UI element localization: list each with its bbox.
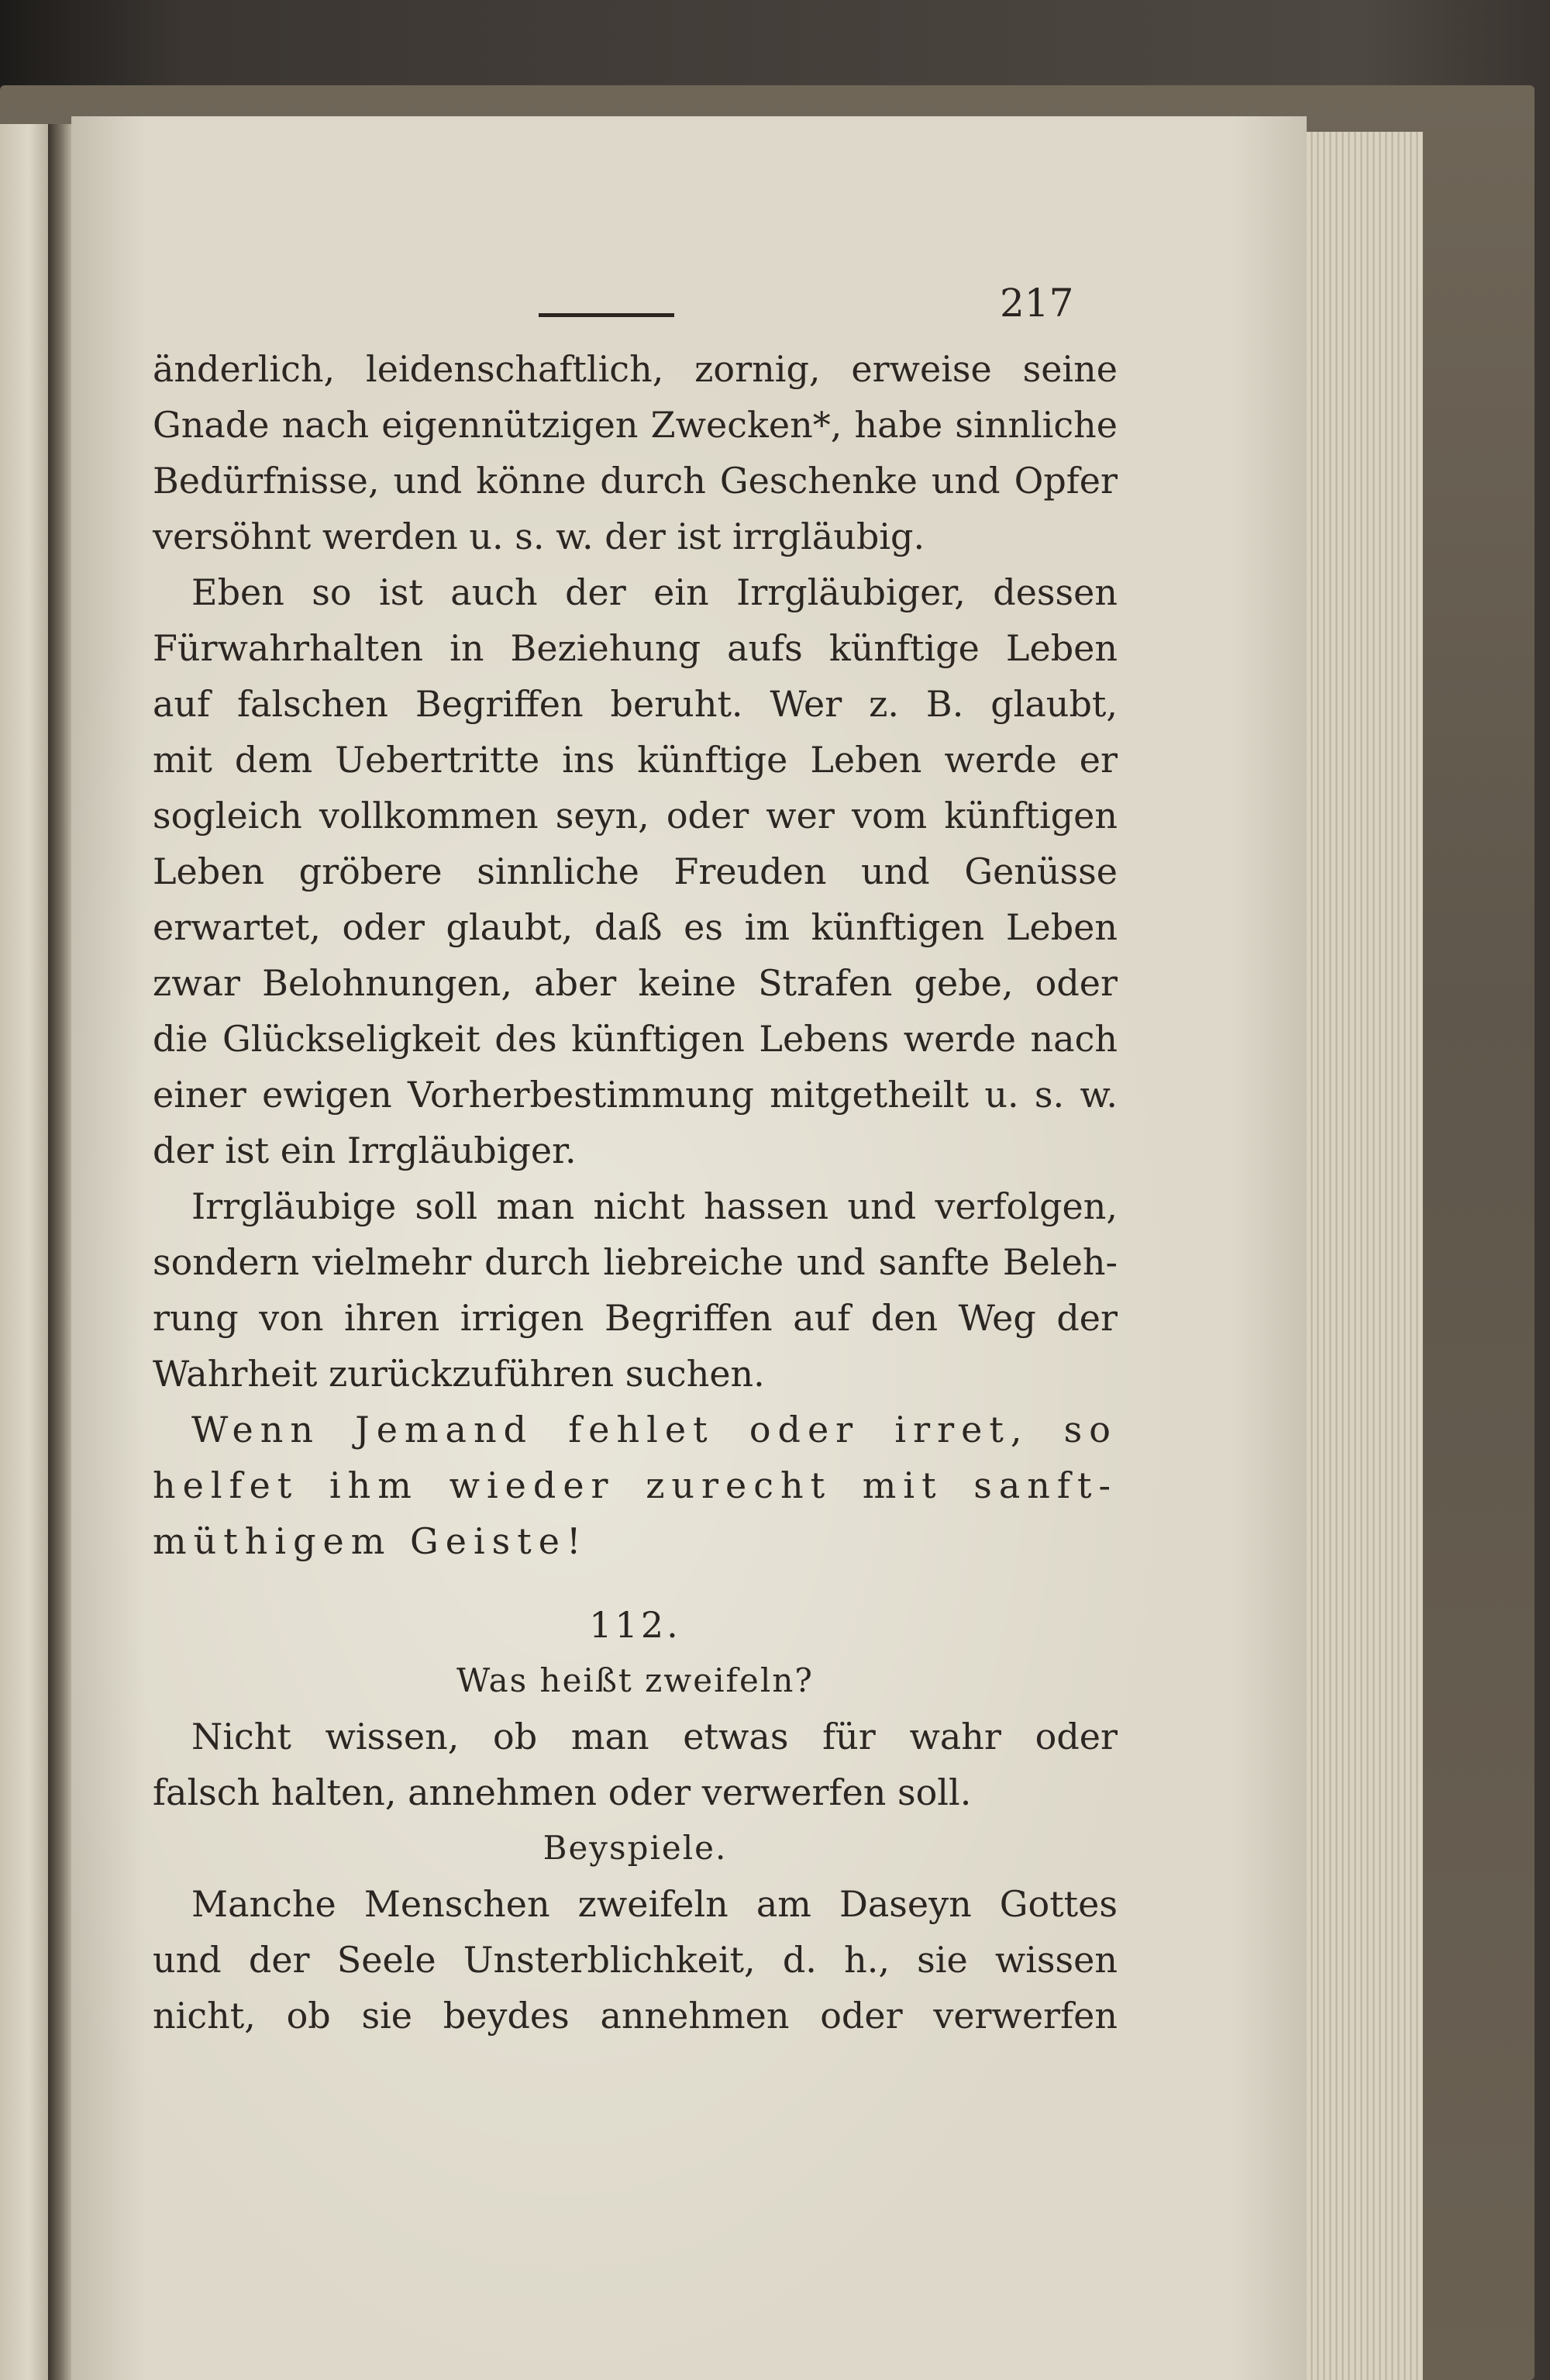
text-line: Gnade nach eigennützigen Zwecken*, habe sinnliche (153, 404, 1118, 446)
section-number: 112. (589, 1604, 681, 1646)
text-line: Irrgläubige soll man nicht hassen und verfolgen, (191, 1185, 1118, 1227)
text-line: sondern vielmehr durch liebreiche und sanfte Beleh- (153, 1241, 1118, 1283)
quote-line: müthigem Geiste! (153, 1520, 588, 1562)
page-block-edges (1307, 132, 1423, 2380)
text-line: Leben gröbere sinnliche Freuden und Genüsse (153, 850, 1118, 892)
text-line: rung von ihren irrigen Begriffen auf den Weg der (153, 1297, 1118, 1339)
text-line: die Glückseligkeit des künftigen Lebens werde nach (153, 1018, 1118, 1060)
text-line: erwartet, oder glaubt, daß es im künftigen Leben (153, 906, 1118, 948)
text-line: nicht, ob sie beydes annehmen oder verwerfen (153, 1995, 1118, 2037)
book-gutter (48, 124, 71, 2380)
text-line: falsch halten, annehmen oder verwerfen soll. (153, 1771, 972, 1813)
examples-heading: Beyspiele. (542, 1829, 728, 1867)
header-rule (539, 313, 674, 317)
text-line: Bedürfnisse, und könne durch Geschenke und Opfer (153, 460, 1118, 502)
text-line: Manche Menschen zweifeln am Daseyn Gottes (191, 1883, 1118, 1925)
text-line: der ist ein Irrgläubiger. (153, 1130, 577, 1171)
text-line: einer ewigen Vorherbestimmung mitgetheilt u. s. w. (153, 1074, 1118, 1116)
quote-line: Wenn Jemand fehlet oder irret, so (191, 1409, 1118, 1450)
text-line: Fürwahrhalten in Beziehung aufs künftige Leben (153, 627, 1118, 669)
text-line: auf falschen Begriffen beruht. Wer z. B. glaubt, (153, 683, 1118, 725)
text-line: versöhnt werden u. s. w. der ist irrgläubig. (153, 516, 925, 557)
page-body (153, 341, 1118, 2044)
text-line: mit dem Uebertritte ins künftige Leben werde er (153, 739, 1118, 781)
text-line: Eben so ist auch der ein Irrgläubiger, dessen (191, 571, 1118, 613)
text-line: änderlich, leidenschaftlich, zornig, erweise seine (153, 348, 1118, 390)
quote-line: helfet ihm wieder zurecht mit sanft- (153, 1464, 1118, 1506)
page-number: 217 (1000, 281, 1074, 326)
facing-page-edge (0, 124, 48, 2380)
text-line: Wahrheit zurückzuführen suchen. (153, 1353, 765, 1395)
section-gap (153, 1569, 1118, 1597)
text-line: sogleich vollkommen seyn, oder wer vom künftigen (153, 795, 1118, 836)
section-title: Was heißt zweifeln? (456, 1661, 814, 1699)
text-line: und der Seele Unsterblichkeit, d. h., sie wissen (153, 1939, 1118, 1981)
text-line: zwar Belohnungen, aber keine Strafen gebe, oder (153, 962, 1118, 1004)
text-line: Nicht wissen, ob man etwas für wahr oder (191, 1716, 1118, 1757)
